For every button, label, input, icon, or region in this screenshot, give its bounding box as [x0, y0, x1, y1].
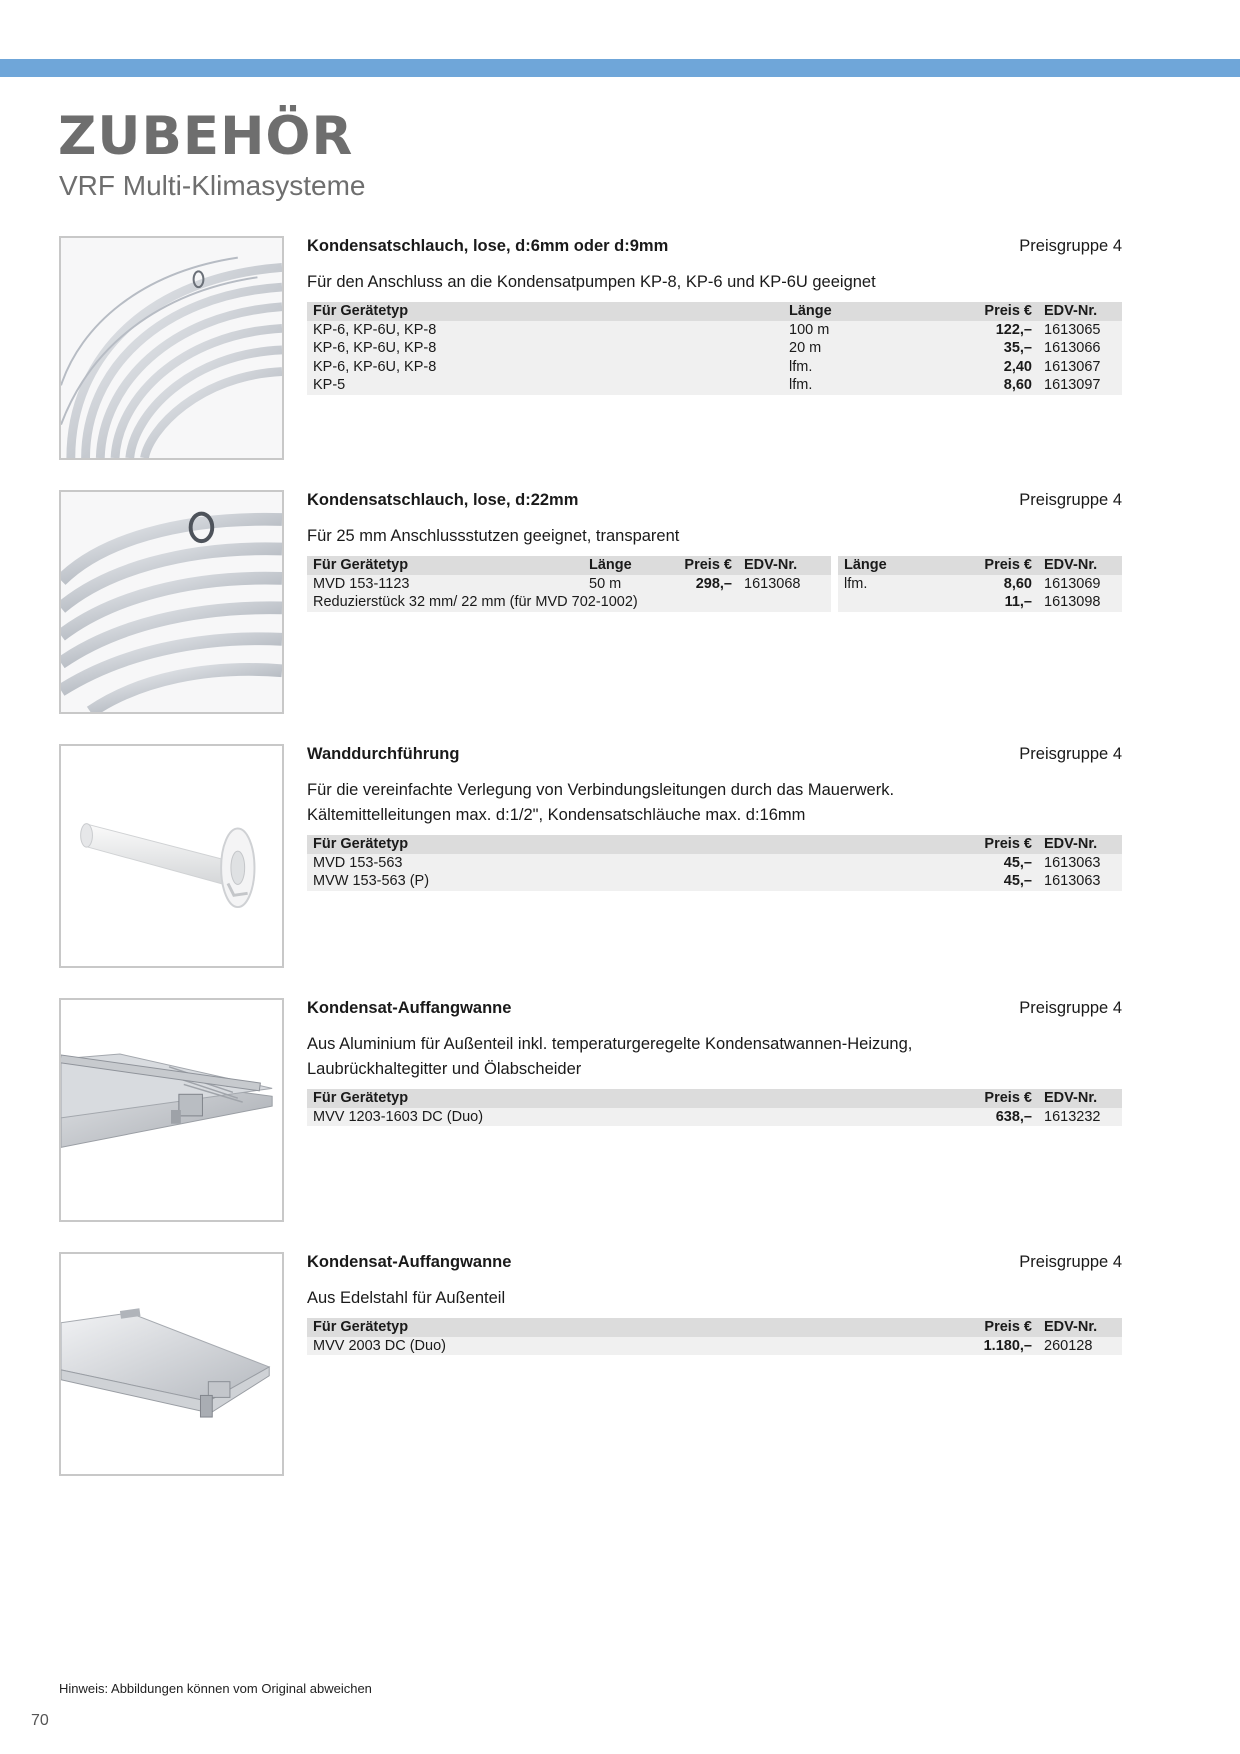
cell-edv-nr: 1613067 — [1038, 358, 1122, 377]
cell-empty — [838, 593, 950, 612]
description-line: Laubrückhaltegitter und Ölabscheider — [307, 1060, 582, 1078]
col-length-2: Länge — [838, 556, 950, 575]
steel-drain-pan-image — [59, 1252, 284, 1476]
col-device-type: Für Gerätetyp — [307, 1318, 969, 1337]
product-title: Kondensatschlauch, lose, d:6mm oder d:9mm — [307, 237, 669, 255]
table-row — [307, 339, 1122, 358]
spec-table — [307, 1318, 1122, 1355]
cell-price: 45,– — [969, 854, 1038, 873]
description-line: Aus Aluminium für Außenteil inkl. temperaturgeregelte Kondensatwannen-Heizung, — [307, 1035, 913, 1053]
col-edv-nr: EDV-Nr. — [1038, 1089, 1122, 1108]
product-title: Kondensat-Auffangwanne — [307, 999, 512, 1017]
cell-edv-nr-2: 1613069 — [1038, 575, 1122, 594]
price-group-label: Preisgruppe 4 — [1019, 491, 1122, 509]
cell-length: 20 m — [783, 339, 969, 358]
table-row — [307, 1108, 1122, 1127]
cell-edv-nr: 1613066 — [1038, 339, 1122, 358]
table-row — [307, 575, 1122, 594]
table-row — [307, 321, 1122, 340]
cell-length: 50 m — [583, 575, 669, 594]
cell-device-type: KP-5 — [307, 376, 783, 395]
product-description: Für den Anschluss an die Kondensatpumpen KP-8, KP-6 und KP-6U geeignet — [307, 273, 876, 291]
footnote: Hinweis: Abbildungen können vom Original abweichen — [59, 1681, 372, 1696]
cell-price: 298,– — [669, 575, 738, 594]
product-description: Für 25 mm Anschlussstutzen geeignet, transparent — [307, 527, 680, 545]
cell-price: 35,– — [969, 339, 1038, 358]
cell-price: 45,– — [969, 872, 1038, 891]
column-gap — [831, 593, 838, 612]
cell-device-type: MVW 153-563 (P) — [307, 872, 969, 891]
product-drain-pan-aluminium — [0, 998, 1240, 1228]
table-row — [307, 593, 1122, 612]
price-group-label: Preisgruppe 4 — [1019, 237, 1122, 255]
cell-device-type: KP-6, KP-6U, KP-8 — [307, 339, 783, 358]
cell-device-type: MVV 1203-1603 DC (Duo) — [307, 1108, 969, 1127]
cell-device-type: MVD 153-1123 — [307, 575, 583, 594]
price-group-label: Preisgruppe 4 — [1019, 999, 1122, 1017]
product-description: Aus Edelstahl für Außenteil — [307, 1289, 506, 1307]
cell-edv-nr: 1613097 — [1038, 376, 1122, 395]
col-device-type: Für Gerätetyp — [307, 1089, 969, 1108]
cell-price: 11,– — [950, 593, 1038, 612]
col-edv-nr: EDV-Nr. — [1038, 1318, 1122, 1337]
product-condensate-hose-22mm — [0, 490, 1240, 720]
price-group-label: Preisgruppe 4 — [1019, 1253, 1122, 1271]
product-title: Kondensat-Auffangwanne — [307, 1253, 512, 1271]
col-edv-nr-2: EDV-Nr. — [1038, 556, 1122, 575]
product-wall-sleeve — [0, 744, 1240, 974]
product-description — [307, 1032, 1122, 1082]
col-price-2: Preis € — [950, 556, 1038, 575]
spec-table — [307, 302, 1122, 395]
cell-edv-nr: 1613063 — [1038, 872, 1122, 891]
table-row — [307, 872, 1122, 891]
col-price: Preis € — [669, 556, 738, 575]
product-drain-pan-steel — [0, 1252, 1240, 1482]
col-device-type: Für Gerätetyp — [307, 556, 583, 575]
cell-edv-nr: 260128 — [1038, 1337, 1122, 1356]
cell-price: 8,60 — [969, 376, 1038, 395]
col-length: Länge — [783, 302, 969, 321]
table-header-row — [307, 1318, 1122, 1337]
table-header-row — [307, 835, 1122, 854]
col-device-type: Für Gerätetyp — [307, 302, 783, 321]
cell-device-type: MVV 2003 DC (Duo) — [307, 1337, 969, 1356]
table-header-row — [307, 302, 1122, 321]
table-row — [307, 358, 1122, 377]
hose-coil-large-image — [59, 490, 284, 714]
cell-device-type: MVD 153-563 — [307, 854, 969, 873]
cell-price-2: 8,60 — [950, 575, 1038, 594]
header-accent-bar — [0, 59, 1240, 77]
table-row — [307, 1337, 1122, 1356]
cell-edv-nr: 1613068 — [738, 575, 831, 594]
description-line: Kältemittelleitungen max. d:1/2", Kondensatschläuche max. d:16mm — [307, 806, 806, 824]
product-condensate-hose-6-9mm — [0, 236, 1240, 466]
page-title: ZUBEHÖR — [58, 106, 354, 167]
cell-price: 1.180,– — [969, 1337, 1038, 1356]
spec-table — [307, 556, 1122, 612]
col-device-type: Für Gerätetyp — [307, 835, 969, 854]
cell-edv-nr: 1613098 — [1038, 593, 1122, 612]
spec-table — [307, 835, 1122, 891]
hose-coil-image — [59, 236, 284, 460]
table-row — [307, 854, 1122, 873]
cell-price: 122,– — [969, 321, 1038, 340]
cell-price: 638,– — [969, 1108, 1038, 1127]
col-edv-nr: EDV-Nr. — [1038, 835, 1122, 854]
cell-device-type: Reduzierstück 32 mm/ 22 mm (für MVD 702-1002) — [307, 593, 831, 612]
spec-table — [307, 1089, 1122, 1126]
cell-price: 2,40 — [969, 358, 1038, 377]
column-gap — [831, 556, 838, 575]
col-price: Preis € — [969, 835, 1038, 854]
cell-length: lfm. — [783, 376, 969, 395]
product-title: Wanddurchführung — [307, 745, 460, 763]
product-description — [307, 778, 1122, 828]
cell-device-type: KP-6, KP-6U, KP-8 — [307, 358, 783, 377]
cell-edv-nr: 1613063 — [1038, 854, 1122, 873]
product-title: Kondensatschlauch, lose, d:22mm — [307, 491, 579, 509]
cell-edv-nr: 1613065 — [1038, 321, 1122, 340]
col-price: Preis € — [969, 1089, 1038, 1108]
table-header-row — [307, 556, 1122, 575]
col-edv-nr: EDV-Nr. — [1038, 302, 1122, 321]
aluminium-drain-pan-image — [59, 998, 284, 1222]
price-group-label: Preisgruppe 4 — [1019, 745, 1122, 763]
cell-length-2: lfm. — [838, 575, 950, 594]
cell-edv-nr: 1613232 — [1038, 1108, 1122, 1127]
col-price: Preis € — [969, 1318, 1038, 1337]
table-row — [307, 376, 1122, 395]
col-price: Preis € — [969, 302, 1038, 321]
table-header-row — [307, 1089, 1122, 1108]
col-edv-nr: EDV-Nr. — [738, 556, 831, 575]
description-line: Für die vereinfachte Verlegung von Verbindungsleitungen durch das Mauerwerk. — [307, 781, 895, 799]
cell-device-type: KP-6, KP-6U, KP-8 — [307, 321, 783, 340]
page-number: 70 — [31, 1712, 49, 1729]
col-length: Länge — [583, 556, 669, 575]
column-gap — [831, 575, 838, 594]
cell-length: 100 m — [783, 321, 969, 340]
wall-sleeve-image — [59, 744, 284, 968]
page-subtitle: VRF Multi-Klimasysteme — [59, 170, 366, 201]
cell-length: lfm. — [783, 358, 969, 377]
